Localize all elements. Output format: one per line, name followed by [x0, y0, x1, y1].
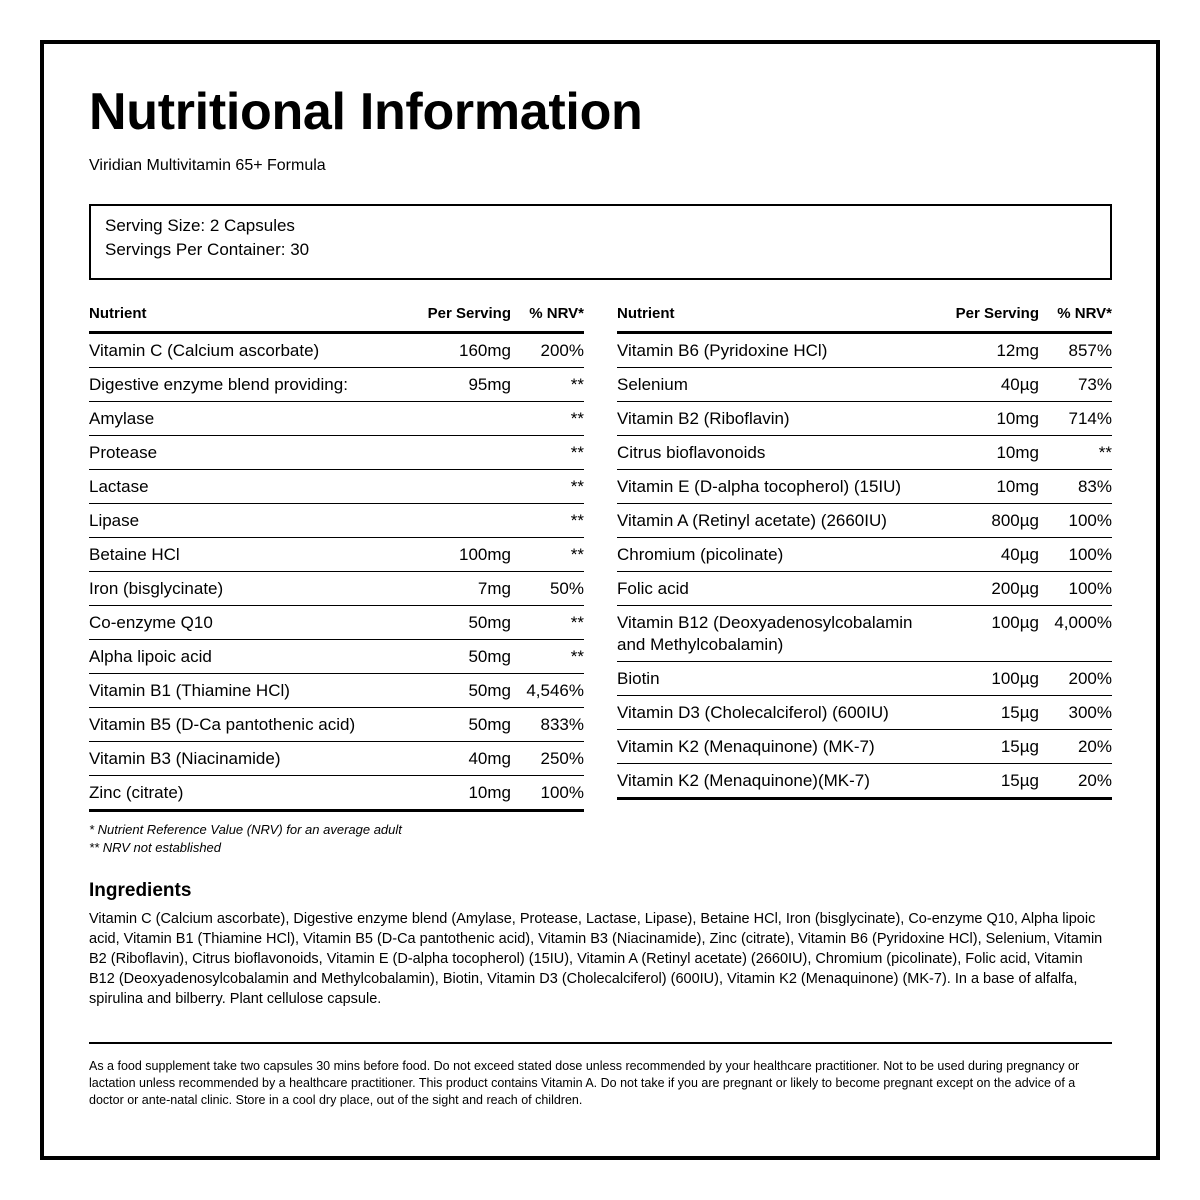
- per-serving-value: 100mg: [459, 545, 511, 564]
- header-nutrient: Nutrient: [617, 305, 675, 322]
- per-serving-value: 15µg: [1000, 737, 1039, 756]
- nrv-value: 20%: [1077, 737, 1112, 756]
- table-row: [617, 504, 1112, 538]
- table-row: [617, 470, 1112, 504]
- page-title: Nutritional Information: [89, 83, 643, 141]
- ingredients-heading: Ingredients: [89, 880, 192, 901]
- nutrient-name: Lactase: [89, 477, 149, 496]
- nutrient-name: Vitamin E (D-alpha tocopherol) (15IU): [617, 477, 902, 496]
- table-body-right: [617, 334, 1112, 800]
- per-serving-value: 7mg: [477, 579, 511, 598]
- nutrient-table-left: [89, 304, 584, 812]
- nrv-value: 50%: [549, 579, 584, 598]
- label-content: [89, 82, 1112, 1109]
- per-serving-value: 95mg: [468, 375, 511, 394]
- table-row: [89, 640, 584, 674]
- table-row: [617, 764, 1112, 800]
- nutrient-name: Vitamin K2 (Menaquinone)(MK-7): [617, 771, 870, 790]
- nrv-value: **: [570, 647, 584, 666]
- nrv-value: **: [570, 409, 584, 428]
- nrv-value: 833%: [540, 715, 584, 734]
- table-row: [89, 776, 584, 812]
- nutrient-name: Vitamin A (Retinyl acetate) (2660IU): [617, 511, 887, 530]
- table-row: [617, 696, 1112, 730]
- nrv-value: 200%: [1068, 669, 1112, 688]
- per-serving-value: [401, 408, 511, 430]
- nutrient-name: Citrus bioflavonoids: [617, 443, 766, 462]
- nrv-value: 4,000%: [1054, 613, 1112, 632]
- per-serving-value: 200µg: [991, 579, 1039, 598]
- per-serving-value: 10mg: [996, 409, 1039, 428]
- nrv-value: **: [570, 443, 584, 462]
- per-serving-value: 10mg: [996, 443, 1039, 462]
- nutrient-name: Vitamin B3 (Niacinamide): [89, 749, 281, 768]
- per-serving-value: 100µg: [991, 613, 1039, 632]
- nutrient-name: Lipase: [89, 511, 140, 530]
- per-serving-value: 50mg: [468, 613, 511, 632]
- table-row: [617, 606, 1112, 662]
- table-header: [89, 304, 584, 334]
- nrv-value: 714%: [1068, 409, 1112, 428]
- per-serving-value: 15µg: [1000, 703, 1039, 722]
- table-row: [89, 674, 584, 708]
- footnotes: [89, 821, 1112, 857]
- table-row: [617, 436, 1112, 470]
- header-per-serving: Per Serving: [955, 305, 1039, 322]
- nutrient-table-right: [617, 304, 1112, 812]
- header-nrv: % NRV*: [1057, 305, 1112, 322]
- nutrient-name: Folic acid: [617, 579, 689, 598]
- product-name: Viridian Multivitamin 65+ Formula: [89, 157, 326, 174]
- nrv-value: 250%: [540, 749, 584, 768]
- table-row: [89, 334, 584, 368]
- label-frame: [40, 40, 1160, 1160]
- per-serving-value: 100µg: [991, 669, 1039, 688]
- table-row: [617, 334, 1112, 368]
- table-row: [617, 368, 1112, 402]
- header-nrv: % NRV*: [529, 305, 584, 322]
- nrv-value: 100%: [1068, 579, 1112, 598]
- warning-text: As a food supplement take two capsules 30 mins before food. Do not exceed stated dose unless recommended by your healthcare practitioner. Not to be used during pregnancy or lactation unless recommended by a healthcare practitioner. This product contains Vitamin A. Do not take if you are pregnant or likely to become pregnant except on the advice of a doctor or ante-natal clinic. Store in a cool dry place, out of the sight and reach of children.: [89, 1042, 1112, 1109]
- header-nutrient: Nutrient: [89, 305, 147, 322]
- per-serving-value: 10mg: [468, 783, 511, 802]
- nrv-value: **: [570, 613, 584, 632]
- nrv-value: 73%: [1077, 375, 1112, 394]
- table-row: [89, 538, 584, 572]
- nutrient-name: Selenium: [617, 375, 688, 394]
- per-serving-value: 12mg: [996, 341, 1039, 360]
- nutrient-name: Vitamin B6 (Pyridoxine HCl): [617, 341, 828, 360]
- nutrient-name: Amylase: [89, 409, 155, 428]
- nutrient-name: Biotin: [617, 669, 660, 688]
- per-serving-value: 50mg: [468, 681, 511, 700]
- table-row: [89, 606, 584, 640]
- nrv-value: **: [570, 375, 584, 394]
- table-row: [89, 572, 584, 606]
- per-serving-value: [401, 442, 511, 464]
- nrv-value: 857%: [1068, 341, 1112, 360]
- nrv-value: 4,546%: [526, 681, 584, 700]
- nrv-value: **: [1098, 443, 1112, 462]
- per-serving-value: 40µg: [1000, 545, 1039, 564]
- nutrient-name: Vitamin B1 (Thiamine HCl): [89, 681, 290, 700]
- nutrient-name: Digestive enzyme blend providing:: [89, 375, 348, 394]
- per-serving-value: 160mg: [459, 341, 511, 360]
- nrv-value: **: [570, 477, 584, 496]
- per-serving-value: 40mg: [468, 749, 511, 768]
- per-serving-value: 800µg: [991, 511, 1039, 530]
- table-row: [617, 402, 1112, 436]
- serving-info-box: [89, 204, 1112, 280]
- nutrient-name: Zinc (citrate): [89, 783, 184, 802]
- per-serving-value: 15µg: [1000, 771, 1039, 790]
- nutrient-name: Iron (bisglycinate): [89, 579, 224, 598]
- per-serving-value: [401, 510, 511, 532]
- footnote-nrv-not-established: ** NRV not established: [89, 840, 222, 855]
- table-row: [617, 662, 1112, 696]
- nutrient-name: Vitamin K2 (Menaquinone) (MK-7): [617, 737, 875, 756]
- nrv-value: 100%: [540, 783, 584, 802]
- table-row: [89, 470, 584, 504]
- nutrient-name: Betaine HCl: [89, 545, 180, 564]
- servings-per-container: Servings Per Container: 30: [105, 240, 310, 259]
- per-serving-value: 50mg: [468, 715, 511, 734]
- footnote-nrv-definition: * Nutrient Reference Value (NRV) for an average adult: [89, 822, 402, 837]
- header-per-serving: Per Serving: [427, 305, 511, 322]
- nutrient-name: Vitamin B12 (Deoxyadenosylcobalamin and Methylcobalamin): [617, 613, 913, 654]
- nrv-value: **: [570, 545, 584, 564]
- ingredients-text: Vitamin C (Calcium ascorbate), Digestive enzyme blend (Amylase, Protease, Lactase, Lipase), Betaine HCl, Iron (bisglycinate), Co-enzyme Q10, Alpha lipoic acid, Vitamin B1 (Thiamine HCl), Vitamin B5 (D-Ca pantothenic acid), Vitamin B3 (Niacinamide), Zinc (citrate), Vitamin B6 (Pyridoxine HCl), Selenium, Vitamin B2 (Riboflavin), Citrus bioflavonoids, Vitamin E (D-alpha tocopherol) (15IU), Vitamin A (Retinyl acetate) (2660IU), Chromium (picolinate), Folic acid, Vitamin B12 (Deoxyadenosylcobalamin and Methylcobalamin), Biotin, Vitamin D3 (Cholecalciferol) (600IU), Vitamin K2 (Menaquinone) (MK-7). In a base of alfalfa, spirulina and bilberry. Plant cellulose capsule.: [89, 911, 1103, 1007]
- per-serving-value: 50mg: [468, 647, 511, 666]
- nrv-value: 200%: [540, 341, 584, 360]
- nutrient-name: Alpha lipoic acid: [89, 647, 212, 666]
- nrv-value: 20%: [1077, 771, 1112, 790]
- nrv-value: **: [570, 511, 584, 530]
- table-row: [617, 730, 1112, 764]
- nrv-value: 100%: [1068, 511, 1112, 530]
- nrv-value: 83%: [1077, 477, 1112, 496]
- nutrient-name: Chromium (picolinate): [617, 545, 784, 564]
- nutrient-name: Vitamin C (Calcium ascorbate): [89, 341, 320, 360]
- nutrient-name: Vitamin B5 (D-Ca pantothenic acid): [89, 715, 356, 734]
- nutrient-name: Vitamin B2 (Riboflavin): [617, 409, 790, 428]
- table-row: [89, 368, 584, 402]
- nutrient-name: Co-enzyme Q10: [89, 613, 213, 632]
- nutrient-tables: [89, 304, 1112, 812]
- nutrient-name: Protease: [89, 443, 158, 462]
- serving-size: Serving Size: 2 Capsules: [105, 216, 295, 235]
- nrv-value: 300%: [1068, 703, 1112, 722]
- table-body-left: [89, 334, 584, 812]
- table-row: [617, 538, 1112, 572]
- table-row: [617, 572, 1112, 606]
- per-serving-value: [401, 476, 511, 498]
- table-row: [89, 402, 584, 436]
- nrv-value: 100%: [1068, 545, 1112, 564]
- table-row: [89, 436, 584, 470]
- table-row: [89, 708, 584, 742]
- nutrient-name: Vitamin D3 (Cholecalciferol) (600IU): [617, 703, 889, 722]
- per-serving-value: 10mg: [996, 477, 1039, 496]
- table-row: [89, 742, 584, 776]
- table-header: [617, 304, 1112, 334]
- table-row: [89, 504, 584, 538]
- per-serving-value: 40µg: [1000, 375, 1039, 394]
